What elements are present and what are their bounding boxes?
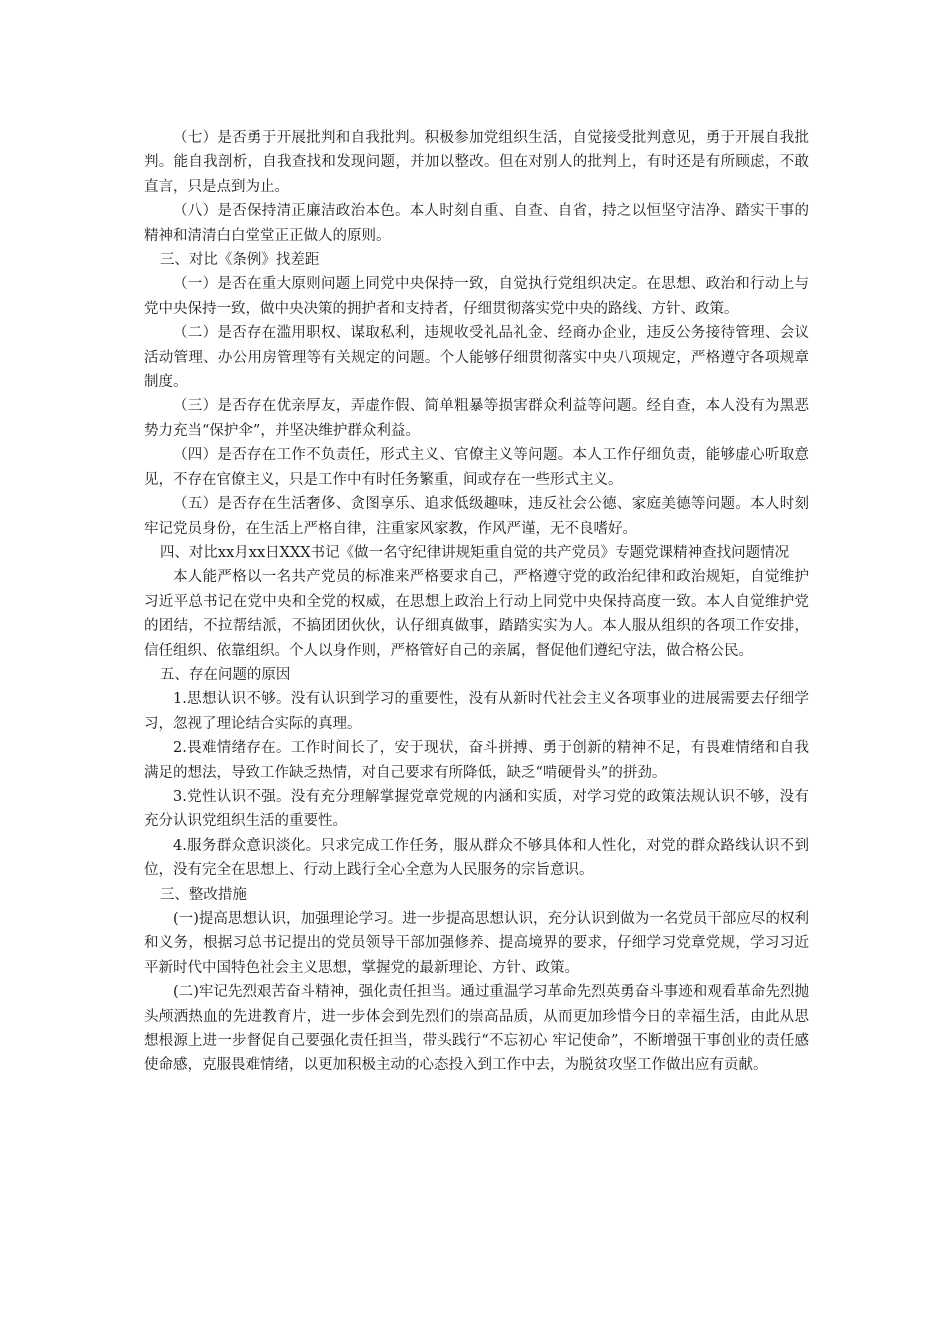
paragraph: (二)牢记先烈艰苦奋斗精神，强化责任担当。通过重温学习革命先烈英勇奋斗事迹和观看革命先烈抛头颅洒热血的先进教育片，进一步体会到先烈们的崇高品质，从而更加珍惜今日的幸福生活，由此从思想根源上进一步督促自己要强化责任担当，带头践行“不忘初心 牢记使命”，不断增强干事创业的责任感使命感，克服畏难情绪，以更加积极主动的心态投入到工作中去，为脱贫攻坚工作做出应有贡献。 [144,984,809,1074]
section-heading: 三、整改措施 [159,886,247,903]
document-body [144,126,809,1078]
paragraph: （四）是否存在工作不负责任，形式主义、官僚主义等问题。本人工作仔细负责，能够虚心听取意见，不存在官僚主义，只是工作中有时任务繁重，间或存在一些形式主义。 [144,447,809,488]
paragraph: 1.思想认识不够。没有认识到学习的重要性，没有从新时代社会主义各项事业的进展需要去仔细学习，忽视了理论结合实际的真理。 [144,691,809,732]
paragraph: 3.党性认识不强。没有充分理解掌握党章党规的内涵和实质，对学习党的政策法规认识不够，没有充分认识党组织生活的重要性。 [144,788,809,830]
paragraph: (一)提高思想认识，加强理论学习。进一步提高思想认识，充分认识到做为一名党员干部应尽的权利和义务，根据习总书记提出的党员领导干部加强修养、提高境界的要求，仔细学习党章党规，学习习近平新时代中国特色社会主义思想，掌握党的最新理论、方针、政策。 [144,911,809,976]
paragraph: （八）是否保持清正廉洁政治本色。本人时刻自重、自查、自省，持之以恒坚守洁净、踏实干事的精神和清清白白堂堂正正做人的原则。 [144,203,809,244]
paragraph: 4.服务群众意识淡化。只求完成工作任务，服从群众不够具体和人性化，对党的群众路线认识不到位，没有完全在思想上、行动上践行全心全意为人民服务的宗旨意识。 [144,837,809,879]
section-heading: 四、对比xx月xx日XXX书记《做一名守纪律讲规矩重自觉的共产党员》专题党课精神查找问题情况 [159,544,790,561]
paragraph: （一）是否在重大原则问题上同党中央保持一致，自觉执行党组织决定。在思想、政治和行动上与党中央保持一致，做中央决策的拥护者和支持者，仔细贯彻落实党中央的路线、方针、政策。 [144,276,809,317]
paragraph: （二）是否存在滥用职权、谋取私利，违规收受礼品礼金、经商办企业，违反公务接待管理、会议活动管理、办公用房管理等有关规定的问题。个人能够仔细贯彻落实中央八项规定，严格遵守各项规章制度。 [144,325,809,391]
section-heading: 三、对比《条例》找差距 [159,252,320,269]
paragraph: （三）是否存在优亲厚友，弄虚作假、简单粗暴等损害群众利益等问题。经自查，本人没有为黑恶势力充当“保护伞”，并坚决维护群众利益。 [144,398,809,439]
paragraph: 本人能严格以一名共产党员的标准来严格要求自己，严格遵守党的政治纪律和政治规矩，自觉维护习近平总书记在党中央和全党的权威，在思想上政治上行动上同党中央保持高度一致。本人自觉维护党的团结，不拉帮结派，不搞团团伙伙，认仔细真做事，踏踏实实为人。本人服从组织的各项工作安排，信任组织、依靠组织。个人以身作则，严格管好自己的亲属，督促他们遵纪守法，做合格公民。 [144,569,809,659]
section-heading: 五、存在问题的原因 [159,666,291,683]
paragraph: （七）是否勇于开展批判和自我批判。积极参加党组织生活，自觉接受批判意见，勇于开展自我批判。能自我剖析，自我查找和发现问题，并加以整改。但在对别人的批判上，有时还是有所顾虑，不敢直言，只是点到为止。 [144,130,809,195]
paragraph: 2.畏难情绪存在。工作时间长了，安于现状，奋斗拼搏、勇于创新的精神不足，有畏难情绪和自我满足的想法，导致工作缺乏热情，对自己要求有所降低，缺乏“啃硬骨头”的拼劲。 [144,740,809,781]
paragraph: （五）是否存在生活奢侈、贪图享乐、追求低级趣味，违反社会公德、家庭美德等问题。本人时刻牢记党员身份，在生活上严格自律，注重家风家教，作风严谨，无不良嗜好。 [144,496,809,537]
